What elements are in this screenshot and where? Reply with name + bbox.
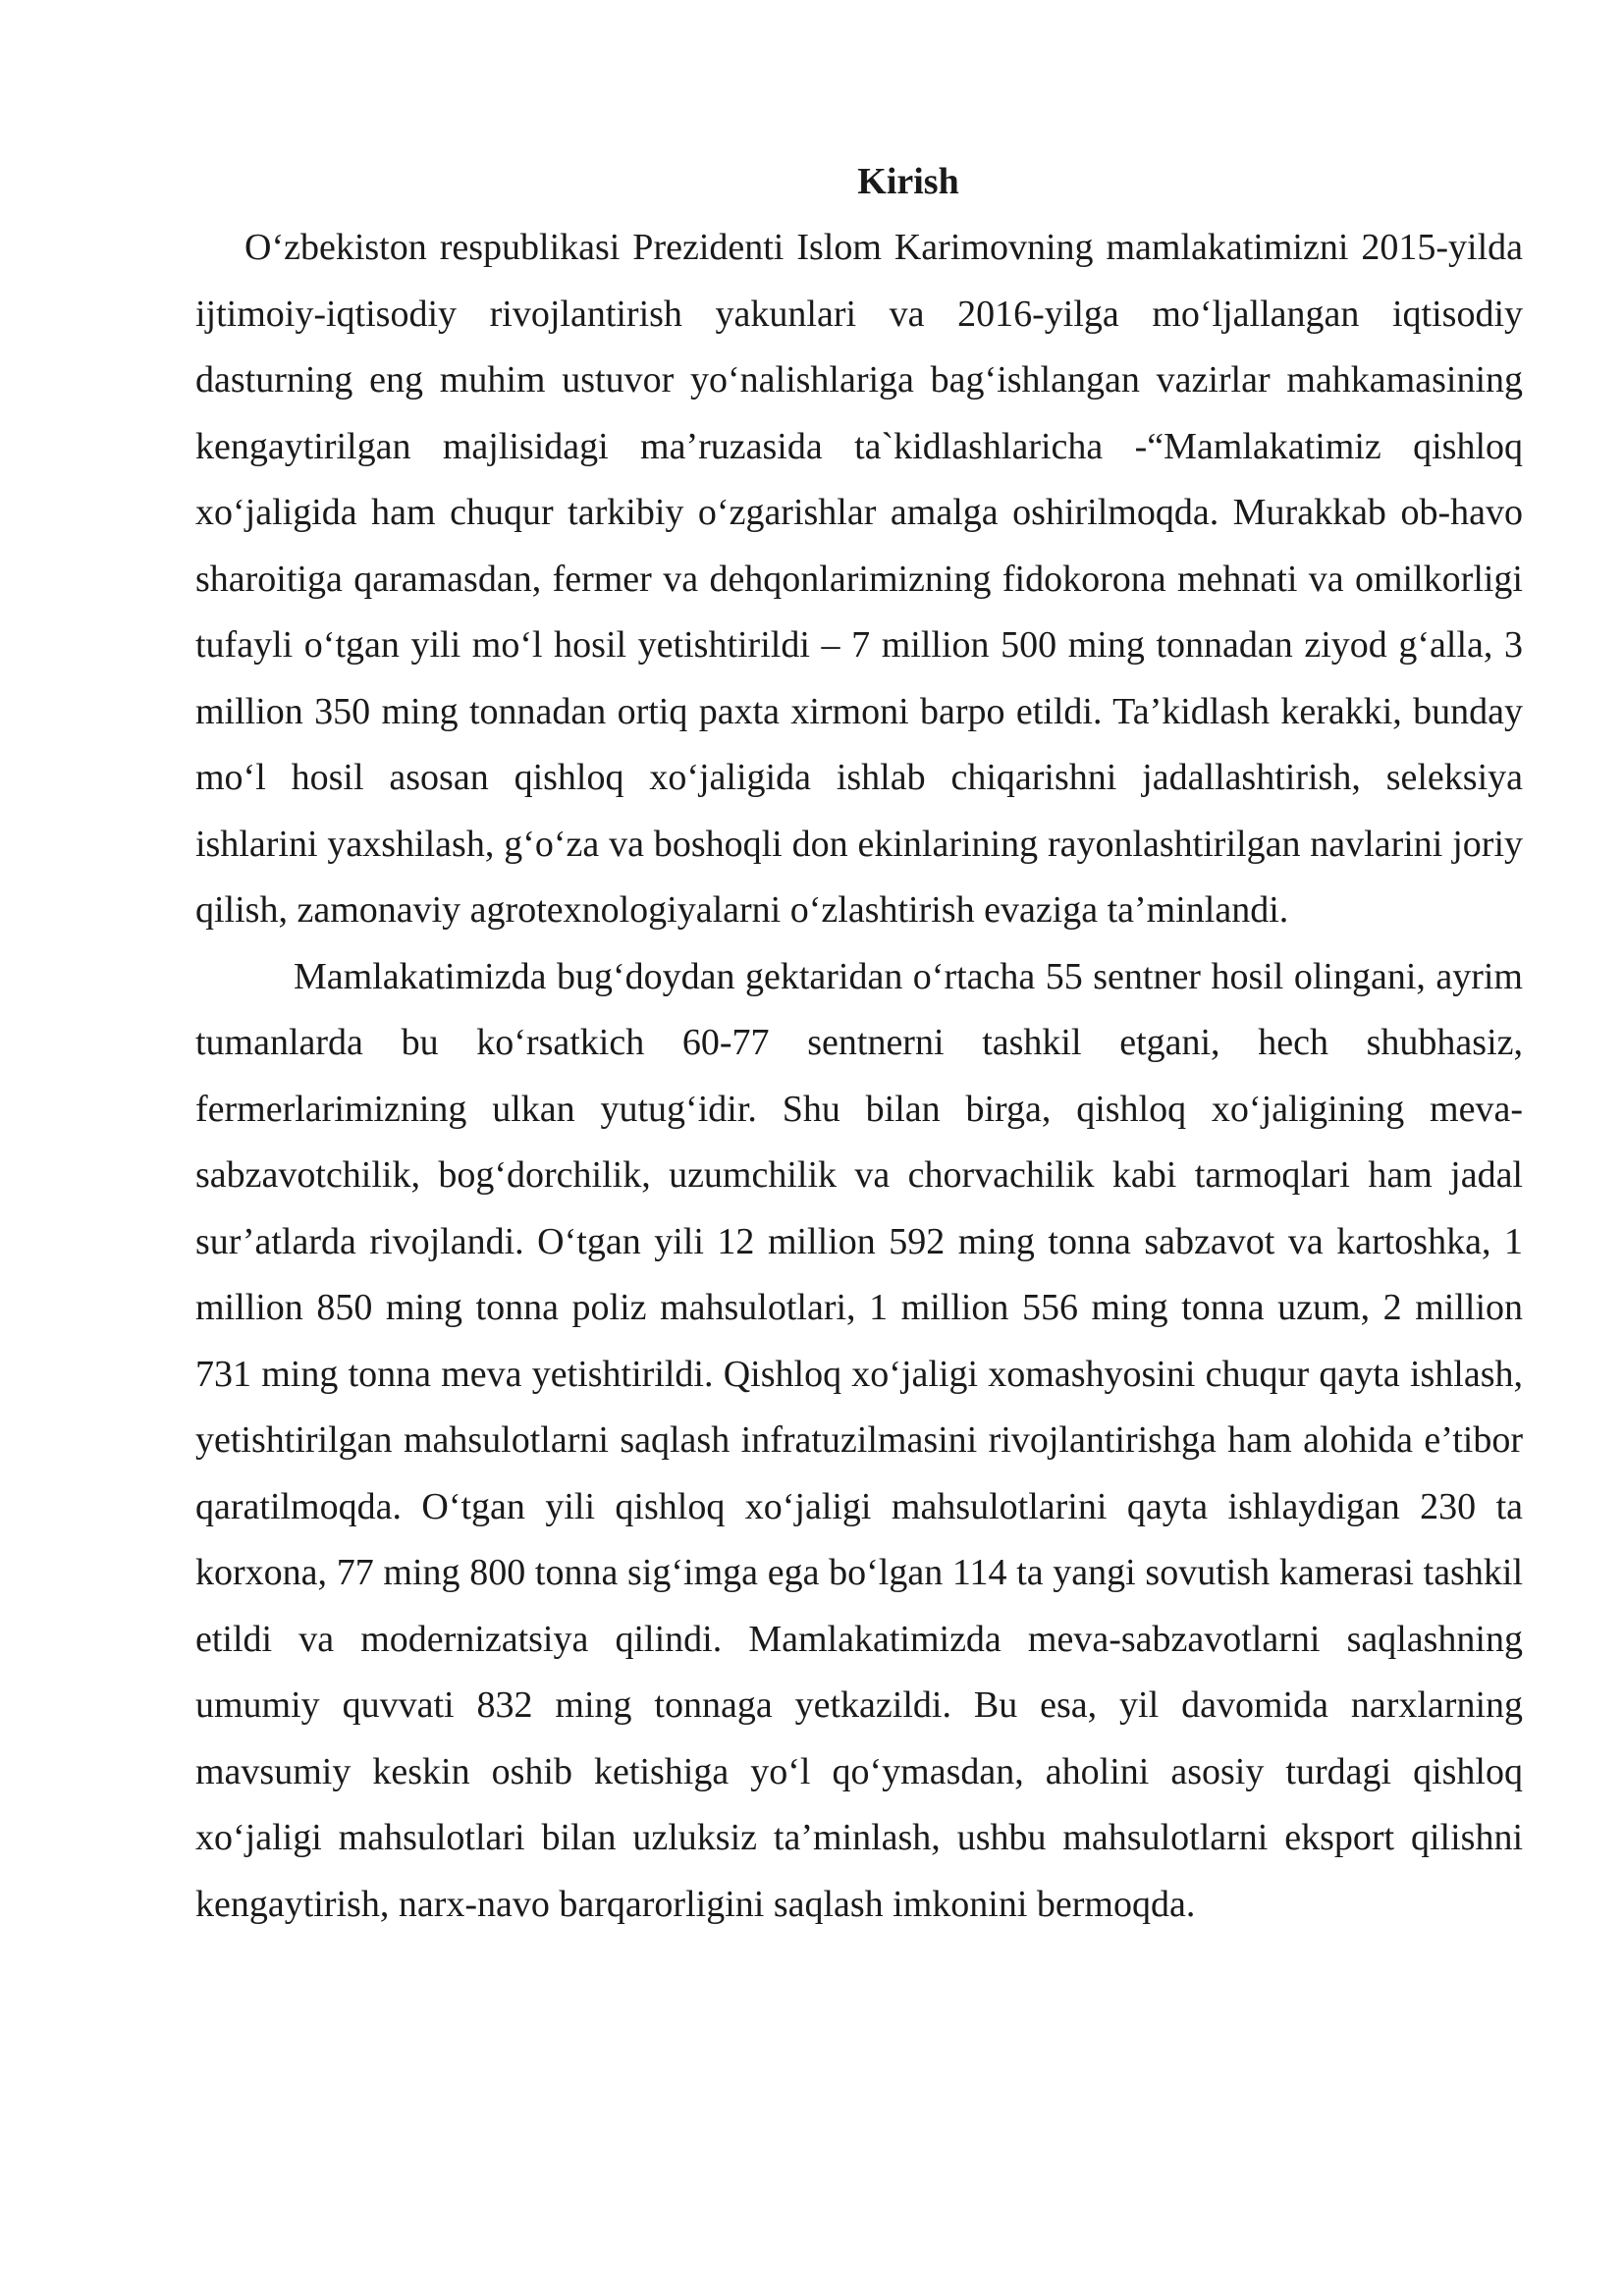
paragraph-intro: O‘zbekiston respublikasi Prezidenti Islom Karimovning mamlakatimizni 2015-yilda ijtimoiy-iqtisodiy rivojlantirish yakunlari va 2016-yilga mo‘ljallangan iqtisodiy dasturning eng muhim ustuvor yo‘nalishlariga bag‘ishlangan vazirlar mahkamasining kengaytirilgan majlisidagi ma’ruzasida ta`kidlashlaricha -“Mamlakatimiz qishloq xo‘jaligida ham chuqur tarkibiy o‘zgarishlar amalga oshirilmoqda. Murakkab ob-havo sharoitiga qaramasdan, fermer va dehqonlarimizning fidokorona mehnati va omilkorligi tufayli o‘tgan yili mo‘l hosil yetishtirildi – 7 million 500 ming tonnadan ziyod g‘alla, 3 million 350 ming tonnadan ortiq paxta xirmoni barpo etildi. Ta’kidlash kerakki, bunday mo‘l hosil asosan qishloq xo‘jaligida ishlab chiqarishni jadallashtirish, seleksiya ishlarini yaxshilash, g‘o‘za va boshoqli don ekinlarining rayonlashtirilgan navlarini joriy qilish, zamonaviy agrotexnologiyalarni o‘zlashtirish evaziga ta’minlandi.: [195, 227, 1523, 931]
document-body: [195, 149, 1523, 1938]
paragraph-harvest: Mamlakatimizda bug‘doydan gektaridan o‘rtacha 55 sentner hosil olingani, ayrim tumanlarda bu ko‘rsatkich 60-77 sentnerni tashkil etgani, hech shubhasiz, fermerlarimizning ulkan yutug‘idir. Shu bilan birga, qishloq xo‘jaligining meva-sabzavotchilik, bog‘dorchilik, uzumchilik va chorvachilik kabi tarmoqlari ham jadal sur’atlarda rivojlandi. O‘tgan yili 12 million 592 ming tonna sabzavot va kartoshka, 1 million 850 ming tonna poliz mahsulotlari, 1 million 556 ming tonna uzum, 2 million 731 ming tonna meva yetishtirildi. Qishloq xo‘jaligi xomashyosini chuqur qayta ishlash, yetishtirilgan mahsulotlarni saqlash infratuzilmasini rivojlantirishga ham alohida e’tibor qaratilmoqda. O‘tgan yili qishloq xo‘jaligi mahsulotlarini qayta ishlaydigan 230 ta korxona, 77 ming 800 tonna sig‘imga ega bo‘lgan 114 ta yangi sovutish kamerasi tashkil etildi va modernizatsiya qilindi. Mamlakatimizda meva-sabzavotlarni saqlashning umumiy quvvati 832 ming tonnaga yetkazildi. Bu esa, yil davomida narxlarning mavsumiy keskin oshib ketishiga yo‘l qo‘ymasdan, aholini asosiy turdagi qishloq xo‘jaligi mahsulotlari bilan uzluksiz ta’minlash, ushbu mahsulotlarni eksport qilishni kengaytirish, narx-navo barqarorligini saqlash imkonini bermoqda.: [195, 955, 1523, 1925]
section-title: Kirish: [857, 161, 959, 202]
